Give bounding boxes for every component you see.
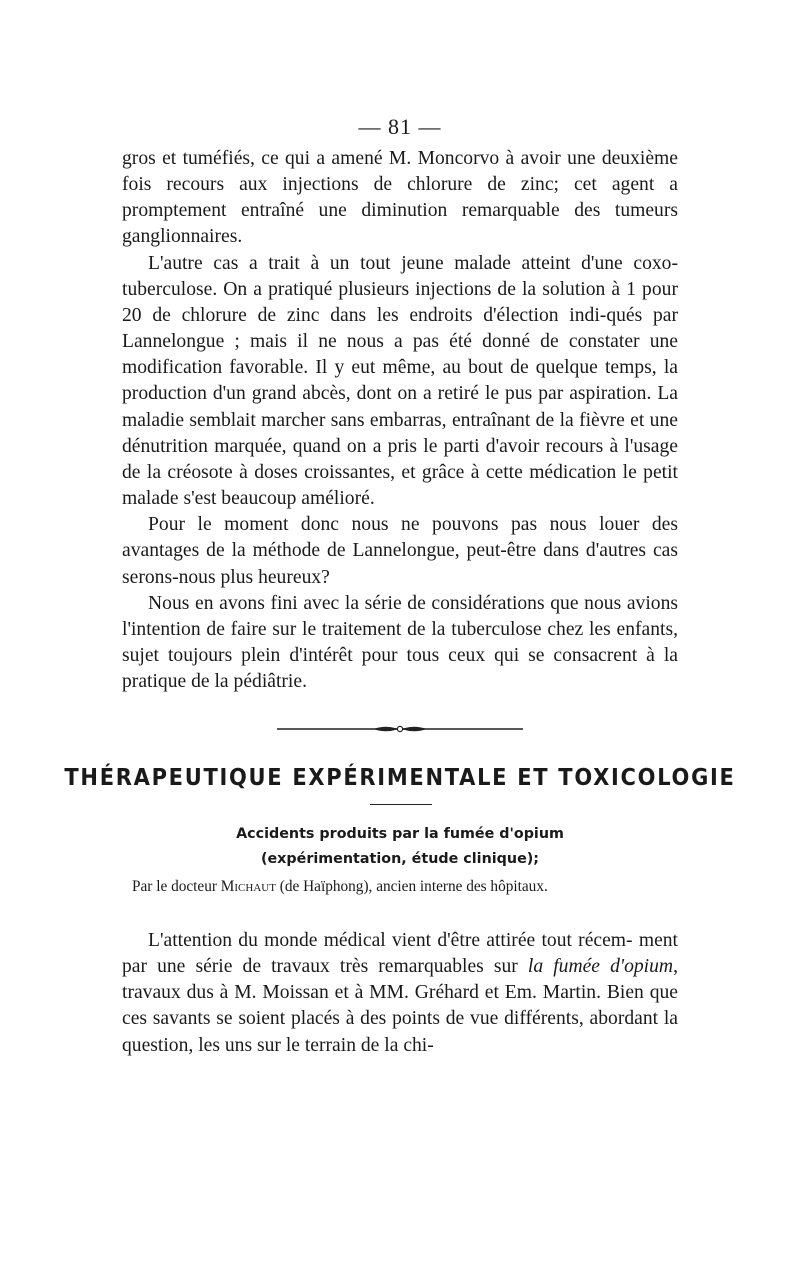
text-line: , travaux dus à M. Moissan et à MM. Gréhard et Em. (122, 956, 678, 1004)
text-line: agent a promptement entraîné une diminution remarquable des (122, 174, 678, 222)
text-line: différents, abordant la question, les uns sur le terrain de la chi- (122, 1008, 678, 1056)
text-line: L'attention du monde médical vient d'être attirée tout récem- (148, 930, 633, 951)
author-name: Michaut (220, 878, 276, 895)
text-line: Pour le moment donc nous ne pouvons pas nous louer des (148, 514, 678, 536)
text-line: se consacrent à la pratique de la pédiâtrie. (122, 644, 678, 693)
ornamental-rule (277, 725, 523, 733)
text-line: qués par Lannelongue ; mais il ne nous a pas été donné de (122, 304, 678, 353)
text-line: tuberculose. On a pratiqué plusieurs injections de la solution à (122, 278, 621, 300)
text-line: s'est beaucoup amélioré. (183, 488, 375, 510)
text-line: 1 pour 20 de chlorure de zinc dans les endroits d'élection indi- (122, 278, 678, 326)
text-line: L'autre cas a trait à un tout jeune malade atteint d'une coxo- (148, 252, 678, 274)
byline-suffix: (de Haïphong), ancien interne des hôpitaux. (275, 878, 548, 895)
paragraph (122, 928, 678, 1059)
italic-title: d'opium (610, 956, 674, 978)
text-line: avions l'intention de faire sur le traitement de la tuberculose (122, 592, 679, 640)
text-line: constater une modification favorable. Il y eut même, au bout (122, 331, 678, 379)
italic-title: la fumée (527, 956, 601, 978)
text-line: à doses croissantes, et grâce à cette médication le petit malade (122, 461, 678, 510)
section-heading: THÉRAPEUTIQUE EXPÉRIMENTALE ET TOXICOLOGIE (64, 763, 736, 791)
text-line: cas serons-nous plus heureux? (122, 540, 678, 588)
page-number: — 81 — (358, 114, 442, 139)
text-line: chez les enfants, sujet toujours plein d'intérêt pour tous ceux qui (122, 618, 678, 666)
paragraph (122, 251, 678, 513)
body-text-bottom (122, 928, 678, 1059)
paragraph (122, 146, 678, 251)
text-line: deuxième fois recours aux injections de chlorure de zinc; cet (122, 148, 678, 196)
text-line: avantages de la méthode de Lannelongue, peut-être dans d'autres (122, 540, 647, 562)
body-text-top (122, 146, 678, 695)
text-line: ment par une série de travaux très remarquables sur (122, 930, 679, 978)
paragraph (122, 512, 678, 590)
article-title: Accidents produits par la fumée d'opium (236, 826, 564, 842)
text-line: Nous en avons fini avec la série de considérations que nous (148, 592, 622, 614)
text-line: de quelque temps, la production d'un grand abcès, dont on a (122, 357, 678, 405)
text-line: Martin. Bien que ces savants se soient placés à des points de vue (122, 982, 678, 1030)
text-line: embarras, entraînant de la fièvre et une dénutrition marquée, (122, 409, 678, 457)
paragraph (122, 591, 678, 696)
text-line: gros et tuméfiés, ce qui a amené M. Moncorvo à avoir une (122, 148, 596, 169)
divider (370, 804, 432, 805)
text-line: retiré le pus par aspiration. La maladie semblait marcher sans (122, 383, 678, 431)
article-subtitle: (expérimentation, étude clinique); (260, 851, 540, 867)
text-line: tumeurs ganglionnaires. (122, 200, 678, 248)
author-byline (132, 878, 672, 896)
byline-prefix: Par le docteur (132, 878, 221, 895)
text-line: quand on a pris le parti d'avoir recours à l'usage de la créosote (122, 435, 678, 483)
